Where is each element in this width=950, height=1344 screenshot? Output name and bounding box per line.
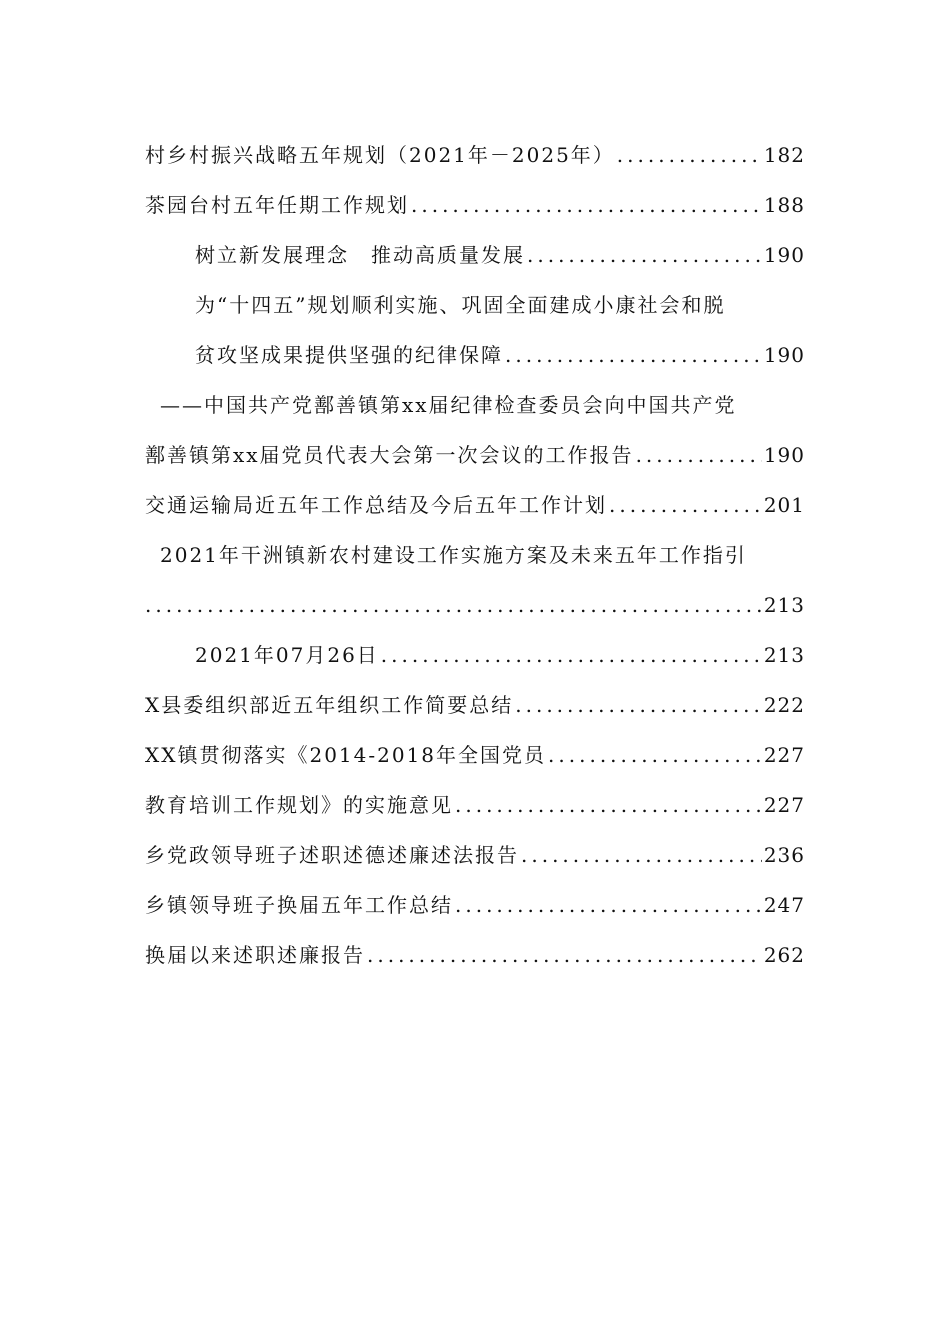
toc-entry-title: ——中国共产党鄯善镇第xx届纪律检查委员会向中国共产党 (160, 393, 737, 417)
toc-leader-dots (636, 442, 762, 468)
toc-leader-dots (145, 592, 762, 618)
toc-leader-dots (515, 692, 762, 718)
toc-entry[interactable] (145, 928, 805, 968)
toc-entry[interactable] (160, 528, 805, 568)
toc-entry-title: 2021年07月26日 (195, 643, 379, 667)
toc-entry[interactable] (195, 328, 805, 368)
toc-leader-dots (609, 492, 762, 518)
toc-page-number: 262 (763, 943, 805, 967)
toc-entry-title: 为“十四五”规划顺利实施、巩固全面建成小康社会和脱 (195, 293, 726, 317)
toc-entry[interactable] (145, 578, 805, 618)
toc-entry[interactable] (145, 828, 805, 868)
toc-page-number: 190 (763, 243, 805, 267)
toc-entry[interactable] (195, 278, 805, 318)
toc-page-number: 213 (763, 593, 805, 617)
toc-entry-title: 乡镇领导班子换届五年工作总结 (145, 893, 453, 917)
toc-page-number: 201 (763, 493, 805, 517)
toc-leader-dots (455, 892, 762, 918)
toc-entry-title: 贫攻坚成果提供坚强的纪律保障 (195, 343, 503, 367)
toc-entry[interactable] (145, 728, 805, 768)
toc-entry[interactable] (145, 428, 805, 468)
toc-entry-title: 交通运输局近五年工作总结及今后五年工作计划 (145, 493, 607, 517)
toc-entry[interactable] (160, 378, 805, 418)
toc-entry[interactable] (195, 628, 805, 668)
toc-leader-dots (527, 242, 762, 268)
toc-entry[interactable] (145, 178, 805, 218)
toc-entry-title: 教育培训工作规划》的实施意见 (145, 793, 453, 817)
toc-page-number: 222 (763, 693, 805, 717)
toc-page-number: 227 (763, 743, 805, 767)
toc-page-number: 247 (763, 893, 805, 917)
toc-entry-title: 乡党政领导班子述职述德述廉述法报告 (145, 843, 519, 867)
toc-entry[interactable] (195, 228, 805, 268)
toc-entry[interactable] (145, 778, 805, 818)
toc-entry-title: X县委组织部近五年组织工作简要总结 (145, 693, 514, 717)
toc-entry-title: 村乡村振兴战略五年规划（2021年－2025年） (145, 143, 615, 167)
toc-leader-dots (548, 742, 762, 768)
toc-entry-title: 鄯善镇第xx届党员代表大会第一次会议的工作报告 (145, 443, 634, 467)
toc-leader-dots (381, 642, 762, 668)
toc-entry-title: 树立新发展理念 推动高质量发展 (195, 243, 525, 267)
toc-entry[interactable] (145, 128, 805, 168)
toc-leader-dots (521, 842, 762, 868)
toc-entry-title: 茶园台村五年任期工作规划 (145, 193, 409, 217)
toc-page-number: 236 (763, 843, 805, 867)
toc-entry[interactable] (145, 878, 805, 918)
toc-page-number: 190 (763, 343, 805, 367)
toc-entry[interactable] (145, 678, 805, 718)
toc-page-number: 227 (763, 793, 805, 817)
toc-page-number: 213 (763, 643, 805, 667)
toc-leader-dots (617, 142, 762, 168)
toc-entry-title: XX镇贯彻落实《2014-2018年全国党员 (145, 743, 547, 767)
toc-entry-title: 2021年干洲镇新农村建设工作实施方案及未来五年工作指引 (160, 543, 747, 567)
toc-leader-dots (505, 342, 762, 368)
toc-entry-title: 换届以来述职述廉报告 (145, 943, 365, 967)
toc-leader-dots (411, 192, 762, 218)
toc-leader-dots (455, 792, 762, 818)
toc-page-number: 190 (763, 443, 805, 467)
toc-page-number: 188 (763, 193, 805, 217)
toc-entry[interactable] (145, 478, 805, 518)
toc-leader-dots (367, 942, 762, 968)
toc-page-number: 182 (763, 143, 805, 167)
